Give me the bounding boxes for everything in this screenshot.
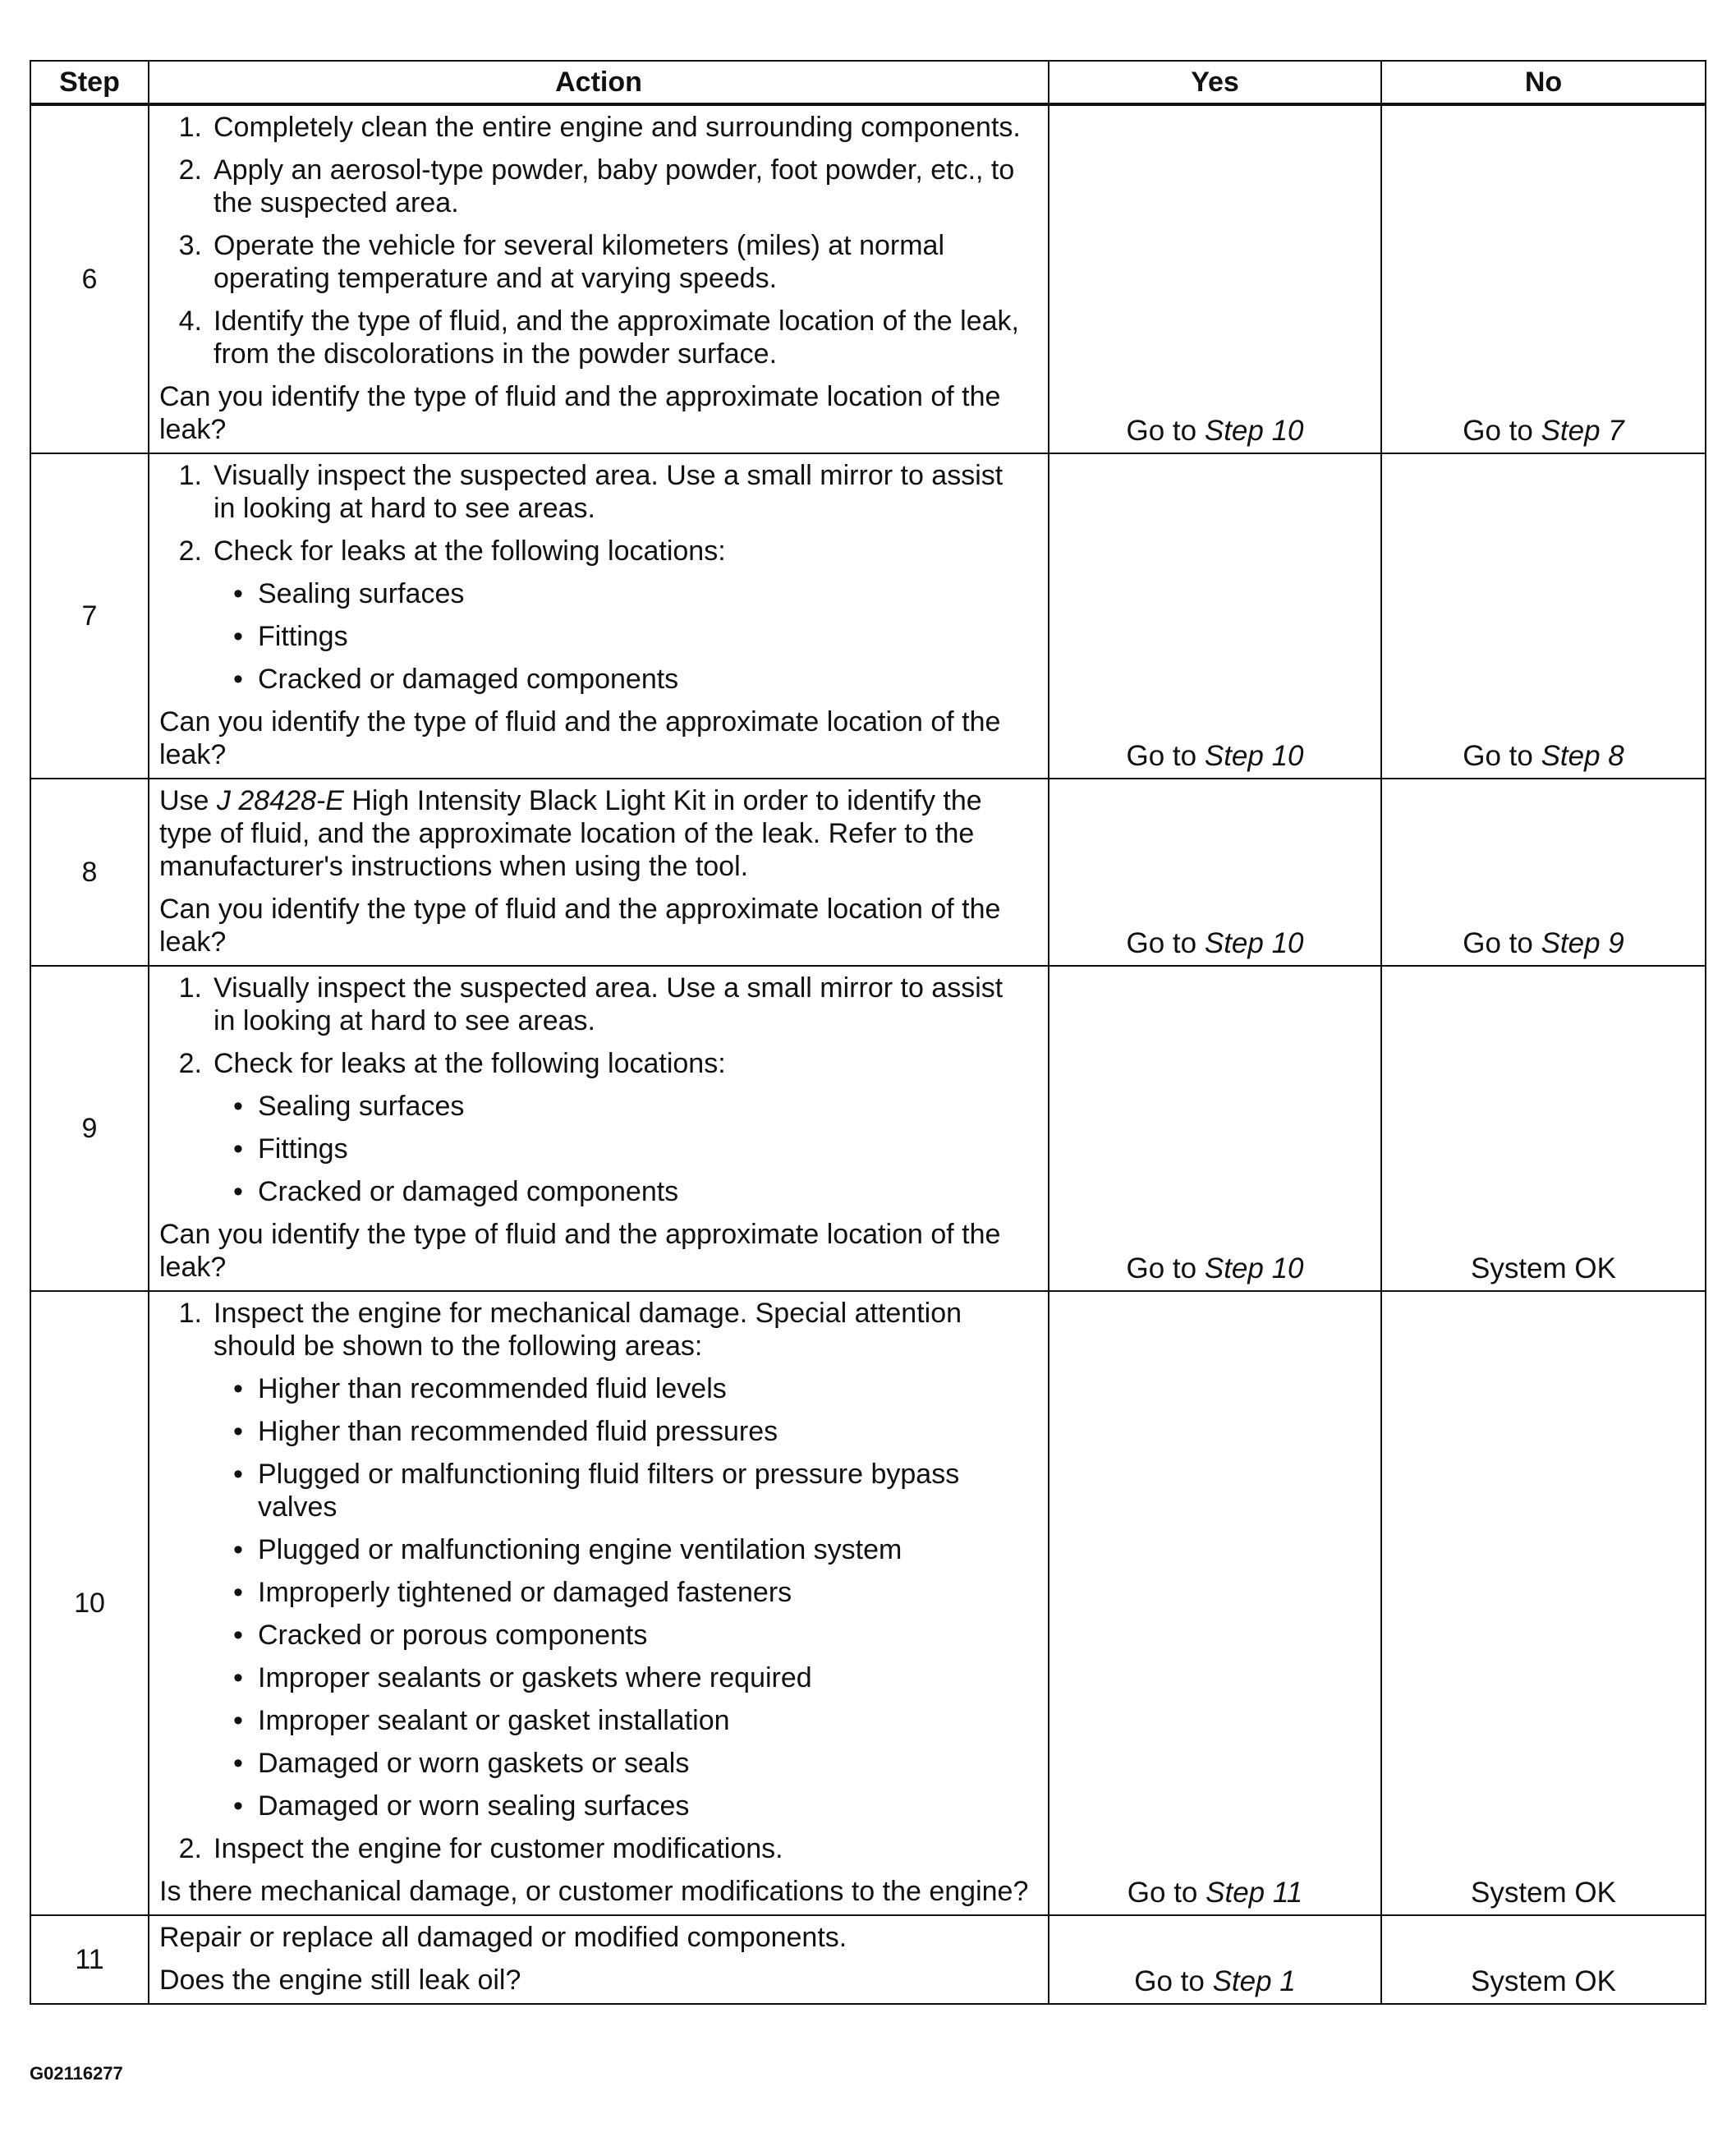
yes-result-prefix: Go to: [1126, 1252, 1197, 1284]
bullet-item: [159, 663, 1030, 696]
bullet-item: [159, 1661, 1030, 1694]
bullet-item: [159, 1619, 1030, 1652]
table-row: [30, 453, 1706, 779]
yes-result: [1049, 453, 1381, 779]
numbered-item: [159, 1297, 1030, 1363]
item-text: Improper sealants or gaskets where required: [258, 1662, 812, 1693]
no-result-prefix: Go to: [1463, 415, 1533, 447]
action-question: Can you identify the type of fluid and the approximate location of the leak?: [159, 706, 1001, 770]
table-row: [30, 104, 1706, 453]
bullet-item: [159, 1415, 1030, 1448]
bullet-icon: •: [233, 1091, 243, 1122]
item-number: 2.: [178, 1048, 202, 1079]
paragraph-text-before: Repair or replace all damaged or modified components.: [159, 1922, 847, 1953]
bullet-icon: •: [233, 1416, 243, 1447]
bullet-icon: •: [233, 1176, 243, 1207]
yes-result: [1049, 779, 1381, 966]
item-text: Cracked or damaged components: [258, 1176, 679, 1207]
bullet-item: [159, 1458, 1030, 1523]
item-text: Sealing surfaces: [258, 1091, 465, 1122]
bullet-item: [159, 1704, 1030, 1737]
no-result-prefix: Go to: [1463, 740, 1533, 772]
item-text: Higher than recommended fluid levels: [258, 1373, 727, 1404]
bullet-icon: •: [233, 1534, 243, 1565]
yes-step-reference: Step 10: [1204, 740, 1304, 772]
bullet-item: [159, 1372, 1030, 1405]
no-result: [1381, 453, 1706, 779]
tool-reference: J 28428-E: [216, 785, 344, 816]
bullet-item: [159, 1175, 1030, 1208]
yes-result: [1049, 1915, 1381, 2004]
header-action: Action: [149, 61, 1049, 104]
numbered-item: [159, 229, 1030, 295]
paragraph-text-after: High Intensity Black Light Kit in order to identify the type of fluid, and the approximate location of the leak. Refer to the manufacturer's instructions when using the tool.: [159, 785, 982, 882]
bullet-item: [159, 1747, 1030, 1780]
numbered-item: [159, 111, 1030, 144]
no-step-reference: Step 8: [1541, 740, 1624, 772]
no-result-prefix: System OK: [1471, 1965, 1616, 1997]
action-question: Is there mechanical damage, or customer modifications to the engine?: [159, 1876, 1029, 1907]
action-paragraph: [159, 784, 1030, 883]
no-result: [1381, 104, 1706, 453]
item-number: 4.: [178, 306, 202, 337]
item-number: 1.: [178, 460, 202, 491]
bullet-icon: •: [233, 1705, 243, 1736]
bullet-item: [159, 577, 1030, 610]
numbered-item: [159, 972, 1030, 1037]
item-text: Higher than recommended fluid pressures: [258, 1416, 778, 1447]
figure-id: G02116277: [30, 2063, 123, 2084]
yes-step-reference: Step 11: [1206, 1877, 1303, 1909]
bullet-item: [159, 620, 1030, 653]
yes-result: [1049, 966, 1381, 1291]
bullet-icon: •: [233, 1133, 243, 1165]
table-body: [30, 104, 1706, 2004]
no-result: [1381, 1915, 1706, 2004]
item-number: 2.: [178, 535, 202, 567]
item-text: Visually inspect the suspected area. Use a small mirror to assist in looking at hard to see areas.: [214, 972, 1003, 1036]
numbered-item: [159, 154, 1030, 219]
item-text: Completely clean the entire engine and surrounding components.: [214, 112, 1021, 143]
yes-result-prefix: Go to: [1127, 1877, 1198, 1909]
bullet-icon: •: [233, 1790, 243, 1822]
yes-result: [1049, 1291, 1381, 1915]
no-step-reference: Step 7: [1541, 415, 1624, 447]
header-no: No: [1381, 61, 1706, 104]
paragraph-text-before: Use: [159, 785, 209, 816]
yes-result: [1049, 104, 1381, 453]
bullet-item: [159, 1790, 1030, 1822]
bullet-item: [159, 1090, 1030, 1123]
item-text: Cracked or damaged components: [258, 664, 679, 695]
table-row: [30, 1915, 1706, 2004]
item-number: 2.: [178, 1833, 202, 1864]
item-text: Cracked or porous components: [258, 1620, 648, 1651]
bullet-icon: •: [233, 578, 243, 609]
item-number: 1.: [178, 972, 202, 1004]
action-paragraph: [159, 1921, 1030, 1954]
action-question: Can you identify the type of fluid and the approximate location of the leak?: [159, 381, 1001, 445]
action-cell: [149, 453, 1049, 779]
no-result: [1381, 779, 1706, 966]
no-result-prefix: System OK: [1471, 1877, 1616, 1909]
action-cell: [149, 1291, 1049, 1915]
header-yes: Yes: [1049, 61, 1381, 104]
item-number: 1.: [178, 112, 202, 143]
action-question: Can you identify the type of fluid and the approximate location of the leak?: [159, 894, 1001, 958]
no-result: [1381, 966, 1706, 1291]
no-result-prefix: System OK: [1471, 1252, 1616, 1284]
numbered-item: [159, 1832, 1030, 1865]
yes-result-prefix: Go to: [1134, 1965, 1205, 1997]
yes-result-prefix: Go to: [1126, 740, 1197, 772]
step-number: 7: [30, 453, 149, 779]
bullet-item: [159, 1576, 1030, 1609]
numbered-item: [159, 1047, 1030, 1080]
numbered-item: [159, 535, 1030, 568]
numbered-item: [159, 305, 1030, 370]
bullet-icon: •: [233, 1459, 243, 1490]
yes-step-reference: Step 10: [1204, 927, 1304, 959]
item-text: Visually inspect the suspected area. Use a small mirror to assist in looking at hard to see areas.: [214, 460, 1003, 524]
header-step: Step: [30, 61, 149, 104]
action-cell: [149, 966, 1049, 1291]
item-text: Identify the type of fluid, and the approximate location of the leak, from the discolorations in the powder surface.: [214, 306, 1019, 370]
item-text: Fittings: [258, 621, 348, 652]
action-cell: [149, 1915, 1049, 2004]
bullet-icon: •: [233, 1373, 243, 1404]
action-question: Does the engine still leak oil?: [159, 1964, 521, 1996]
item-text: Check for leaks at the following locations:: [214, 1048, 726, 1079]
yes-step-reference: Step 10: [1204, 1252, 1304, 1284]
item-text: Check for leaks at the following locations:: [214, 535, 726, 567]
yes-step-reference: Step 1: [1212, 1965, 1296, 1997]
item-text: Operate the vehicle for several kilometers (miles) at normal operating temperature and at varying speeds.: [214, 230, 944, 294]
no-result-prefix: Go to: [1463, 927, 1533, 959]
item-text: Improper sealant or gasket installation: [258, 1705, 730, 1736]
item-number: 2.: [178, 154, 202, 186]
bullet-icon: •: [233, 1620, 243, 1651]
table-row: [30, 779, 1706, 966]
step-number: 10: [30, 1291, 149, 1915]
numbered-item: [159, 459, 1030, 525]
table-row: [30, 966, 1706, 1291]
action-cell: [149, 104, 1049, 453]
step-number: 9: [30, 966, 149, 1291]
yes-step-reference: Step 10: [1204, 415, 1304, 447]
item-number: 1.: [178, 1298, 202, 1329]
bullet-item: [159, 1133, 1030, 1165]
item-text: Improperly tightened or damaged fasteners: [258, 1577, 792, 1608]
bullet-icon: •: [233, 1577, 243, 1608]
bullet-icon: •: [233, 1748, 243, 1779]
item-text: Damaged or worn sealing surfaces: [258, 1790, 690, 1822]
no-step-reference: Step 9: [1541, 927, 1624, 959]
item-text: Apply an aerosol-type powder, baby powder, foot powder, etc., to the suspected area.: [214, 154, 1015, 218]
bullet-icon: •: [233, 1662, 243, 1693]
item-text: Plugged or malfunctioning engine ventilation system: [258, 1534, 902, 1565]
table-row: [30, 1291, 1706, 1915]
action-cell: [149, 779, 1049, 966]
step-number: 8: [30, 779, 149, 966]
action-question: Can you identify the type of fluid and the approximate location of the leak?: [159, 1219, 1001, 1283]
bullet-icon: •: [233, 664, 243, 695]
no-result: [1381, 1291, 1706, 1915]
bullet-icon: •: [233, 621, 243, 652]
item-text: Inspect the engine for mechanical damage. Special attention should be shown to the following areas:: [214, 1298, 962, 1362]
item-number: 3.: [178, 230, 202, 261]
item-text: Fittings: [258, 1133, 348, 1165]
item-text: Damaged or worn gaskets or seals: [258, 1748, 690, 1779]
item-text: Sealing surfaces: [258, 578, 465, 609]
yes-result-prefix: Go to: [1126, 927, 1197, 959]
yes-result-prefix: Go to: [1126, 415, 1197, 447]
step-number: 11: [30, 1915, 149, 2004]
header-row: [30, 61, 1706, 104]
step-number: 6: [30, 104, 149, 453]
item-text: Plugged or malfunctioning fluid filters or pressure bypass valves: [258, 1459, 960, 1523]
bullet-item: [159, 1533, 1030, 1566]
diagnostic-table: [30, 60, 1706, 2005]
item-text: Inspect the engine for customer modifications.: [214, 1833, 783, 1864]
